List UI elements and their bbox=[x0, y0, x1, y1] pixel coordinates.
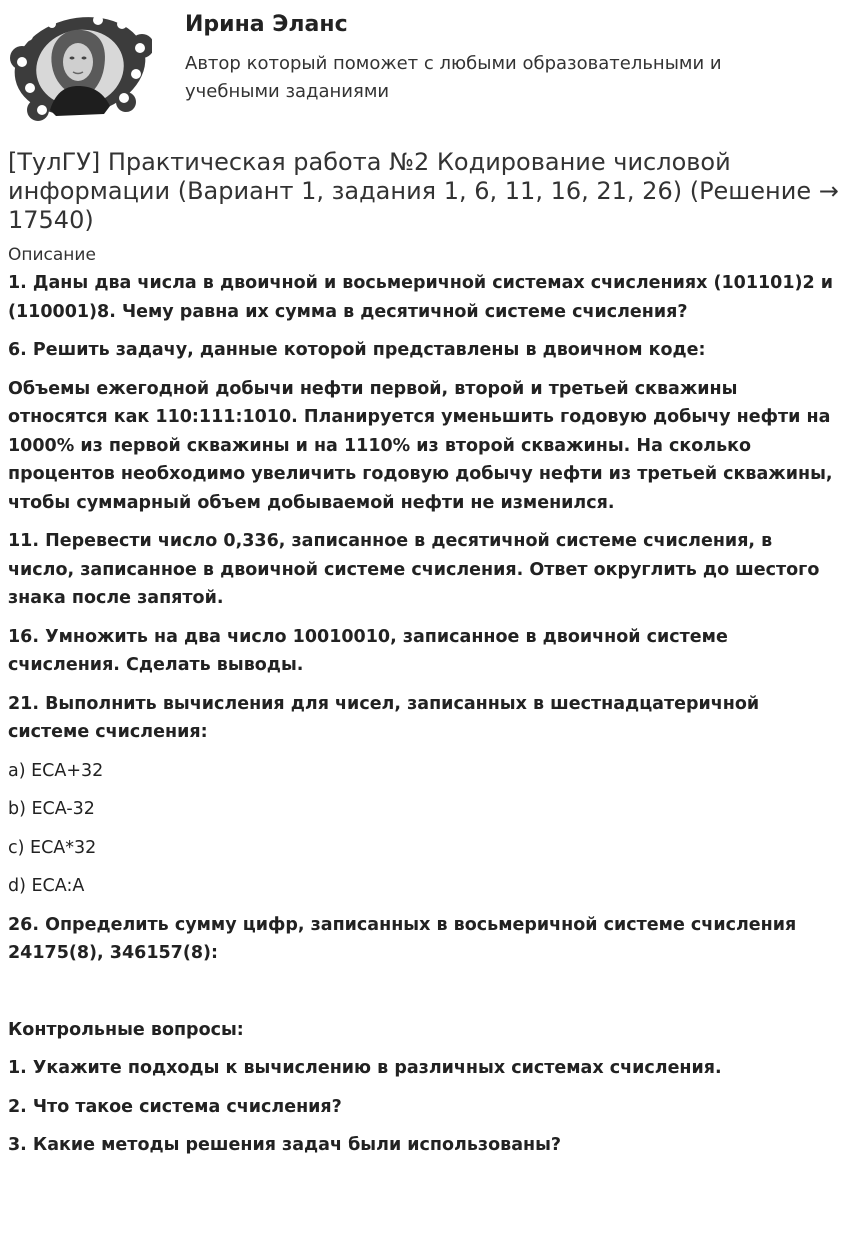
description-content bbox=[8, 269, 839, 1160]
task-1: 1. Даны два числа в двоичной и восьмеричной системах счислениях (101101)2 и (110001)8. Чему равна их сумма в десятичной системе счисления? bbox=[8, 273, 834, 322]
description-label: Описание bbox=[8, 245, 96, 265]
task-21-item-b: b) ECA-32 bbox=[8, 799, 95, 819]
control-question-3: 3. Какие методы решения задач были использованы? bbox=[8, 1135, 562, 1155]
page-title: [ТулГУ] Практическая работа №2 Кодирование числовой информации (Вариант 1, задания 1, 6, 11, 16, 21, 26) (Решение → 17540) bbox=[8, 148, 839, 234]
task-21: 21. Выполнить вычисления для чисел, записанных в шестнадцатеричной системе счисления: bbox=[8, 693, 760, 742]
task-21-item-d: d) ECA:A bbox=[8, 876, 85, 896]
task-6: 6. Решить задачу, данные которой представлены в двоичном коде: bbox=[8, 340, 706, 360]
author-description: Автор который поможет с любыми образовательными и учебными заданиями bbox=[185, 53, 722, 102]
task-21-item-a: a) ECA+32 bbox=[8, 760, 104, 781]
author-avatar[interactable] bbox=[8, 6, 152, 126]
author-name[interactable]: Ирина Эланс bbox=[185, 12, 348, 37]
control-question-1: 1. Укажите подходы к вычислению в различных системах счисления. bbox=[8, 1058, 722, 1078]
spacer bbox=[8, 978, 839, 1016]
author-header bbox=[0, 0, 847, 140]
task-21-item-c: c) ECA*32 bbox=[8, 837, 97, 858]
control-question-2: 2. Что такое система счисления? bbox=[8, 1096, 342, 1117]
task-26: 26. Определить сумму цифр, записанных в восьмеричной системе счисления 24175(8), 346157(8): bbox=[8, 914, 797, 963]
task-6-text: Объемы ежегодной добычи нефти первой, второй и третьей скважины относятся как 110:111:1010. Планируется уменьшить годовую добычу нефти на 1000% из первой скважины и на 1110% из второй скважины. На сколько процентов необходимо увеличить годовую добычу нефти из третьей скважины, чтобы суммарный объем добываемой нефти не изменился. bbox=[8, 378, 833, 513]
task-16: 16. Умножить на два число 10010010, записанное в двоичной системе счисления. Сделать выводы. bbox=[8, 626, 728, 675]
task-11: 11. Перевести число 0,336, записанное в десятичной системе счисления, в число, записанное в двоичной системе счисления. Ответ округлить до шестого знака после запятой. bbox=[8, 531, 820, 608]
control-questions-heading: Контрольные вопросы: bbox=[8, 1019, 244, 1040]
